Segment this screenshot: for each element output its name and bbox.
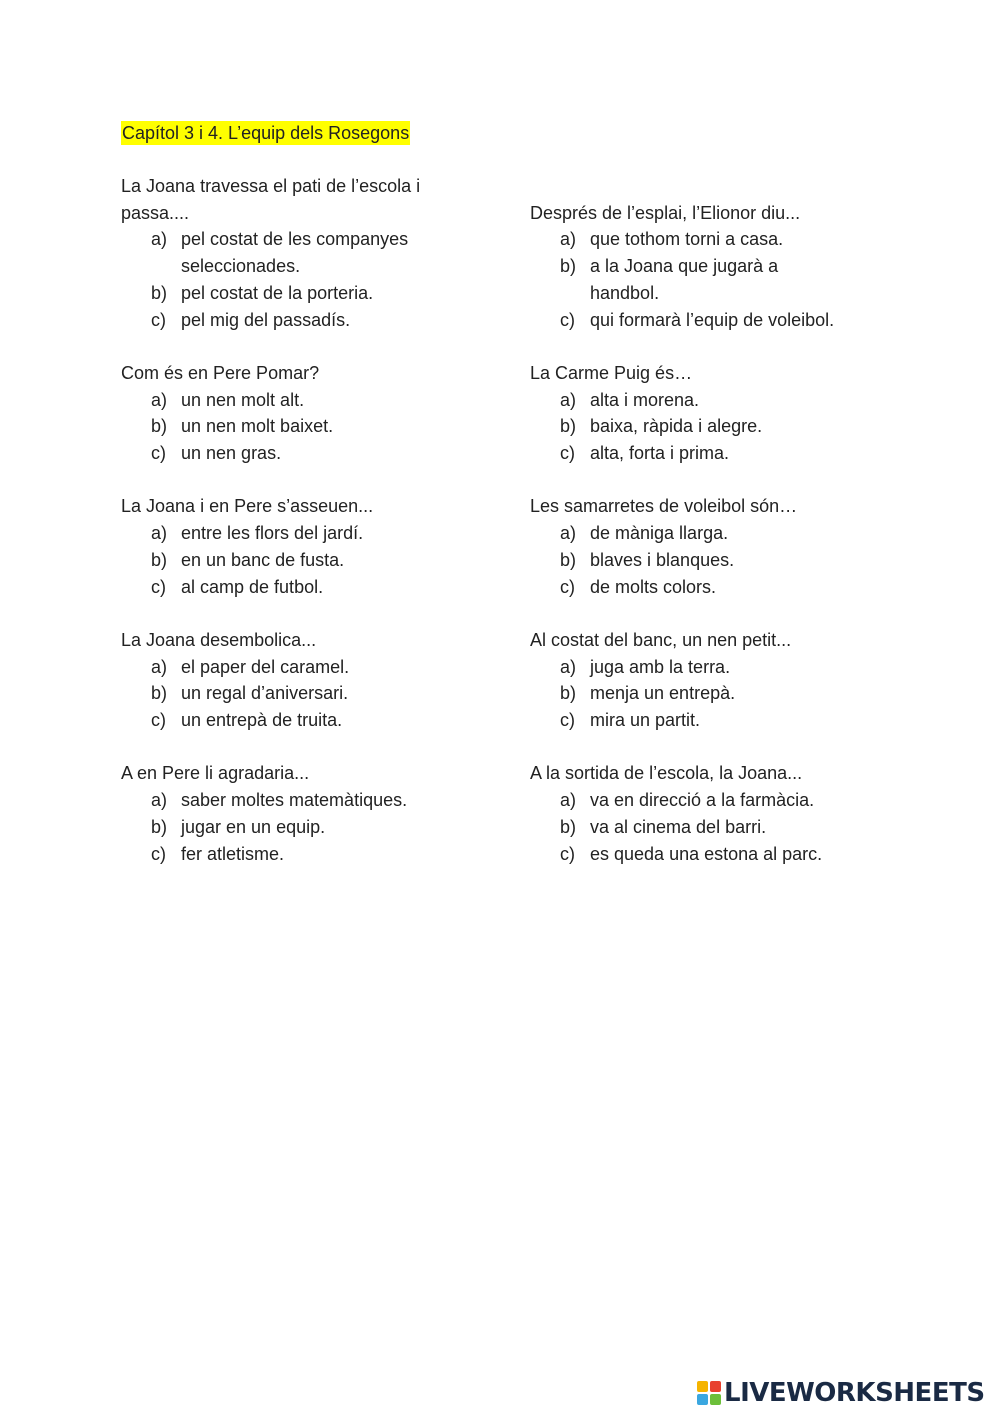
option-text: alta, forta i prima. [590,443,730,463]
option-text: qui formarà l’equip de voleibol. [590,309,835,330]
option-list [121,520,481,600]
question-text: Al costat del banc, un nen petit... [530,629,792,650]
option-item[interactable] [121,387,481,414]
option-letter: c) [560,843,575,864]
option-item[interactable] [530,440,890,467]
option-text: menja un entrepà. [590,683,736,704]
option-text: a la Joana que jugarà a handbol. [590,256,779,303]
option-text: de màniga llarga. [590,523,729,544]
option-letter: a) [560,229,577,250]
option-text: va al cinema del barri. [590,816,767,837]
option-list [530,520,890,600]
option-letter: a) [560,523,577,544]
option-letter: c) [560,443,575,463]
option-letter: a) [560,656,577,677]
option-item[interactable] [121,413,481,440]
option-text: que tothom torni a casa. [590,229,784,250]
question-text: La Joana desembolica... [121,629,317,650]
option-text: alta i morena. [590,389,700,410]
question-text: Després de l’esplai, l’Elionor diu... [530,202,801,223]
option-item[interactable] [121,787,481,814]
left-question-column [121,173,481,894]
option-letter: b) [151,549,168,570]
option-item[interactable] [121,307,481,334]
option-item[interactable] [530,226,890,253]
option-text: va en direcció a la farmàcia. [590,790,815,811]
option-item[interactable] [121,574,481,601]
option-text: un nen molt baixet. [181,416,334,437]
liveworksheets-logo [697,1378,985,1408]
option-item[interactable] [121,841,481,868]
option-item[interactable] [530,520,890,547]
question-block [121,760,481,867]
question-text: Les samarretes de voleibol són… [530,496,798,517]
option-item[interactable] [530,307,890,334]
question-block [530,200,890,334]
option-letter: c) [151,576,166,597]
option-text: blaves i blanques. [590,549,735,570]
option-text: pel costat de les companyes seleccionades. [181,229,409,277]
liveworksheets-brand-text: LIVEWORKSHEETS [724,1378,985,1408]
worksheet-title: Capítol 3 i 4. L’equip dels Rosegons [122,123,410,143]
option-item[interactable] [121,680,481,707]
option-letter: b) [151,683,168,704]
option-text: en un banc de fusta. [181,549,345,570]
option-letter: c) [560,309,575,330]
option-item[interactable] [530,680,890,707]
option-text: el paper del caramel. [181,656,350,677]
option-letter: c) [151,843,166,864]
option-list [121,654,481,734]
option-letter: a) [560,790,577,811]
option-text: saber moltes matemàtiques. [181,790,408,811]
question-block [121,173,481,333]
option-letter: b) [560,416,577,437]
option-list [530,787,890,867]
option-list [530,654,890,734]
option-item[interactable] [121,226,481,279]
option-letter: a) [151,656,168,677]
option-item[interactable] [121,440,481,467]
question-block [121,493,481,600]
option-letter: b) [560,549,577,570]
question-block [121,360,481,467]
option-letter: b) [151,416,168,437]
question-block [530,360,890,467]
option-list [121,387,481,467]
question-text: A en Pere li agradaria... [121,763,310,784]
option-text: juga amb la terra. [590,656,731,677]
option-letter: c) [560,710,575,730]
right-question-column [530,200,890,894]
option-item[interactable] [530,547,890,574]
question-block [530,493,890,600]
option-item[interactable] [530,814,890,841]
option-letter: b) [560,683,577,704]
option-item[interactable] [121,520,481,547]
option-list [530,387,890,467]
option-item[interactable] [121,654,481,681]
option-list [530,226,890,333]
option-text: entre les flors del jardí. [181,523,364,544]
option-letter: b) [151,282,168,303]
option-letter: b) [560,256,577,277]
option-letter: b) [151,816,168,837]
question-text: A la sortida de l’escola, la Joana... [530,763,803,784]
option-letter: a) [151,523,168,544]
option-letter: c) [151,309,166,330]
option-letter: a) [151,790,168,811]
option-text: de molts colors. [590,576,717,597]
liveworksheets-logo-icon [697,1381,721,1405]
option-item[interactable] [530,707,890,734]
option-item[interactable] [530,387,890,414]
option-item[interactable] [530,787,890,814]
option-text: mira un partit. [590,710,701,730]
option-text: un nen gras. [181,443,282,464]
option-text: un entrepà de truita. [181,710,343,731]
option-item[interactable] [530,654,890,681]
option-text: jugar en un equip. [181,816,326,837]
question-text: La Joana travessa el pati de l’escola i passa.... [121,176,421,223]
option-text: es queda una estona al parc. [590,843,823,864]
option-letter: c) [151,443,166,464]
option-text: baixa, ràpida i alegre. [590,416,763,437]
question-text: Com és en Pere Pomar? [121,362,320,383]
option-item[interactable] [121,280,481,307]
option-item[interactable] [530,574,890,601]
option-text: al camp de futbol. [181,576,324,597]
option-item[interactable] [530,413,890,440]
option-item[interactable] [530,841,890,868]
option-letter: c) [151,710,166,731]
option-letter: a) [560,389,577,410]
option-text: un nen molt alt. [181,389,305,410]
option-item[interactable] [121,814,481,841]
question-text: La Carme Puig és… [530,362,693,383]
option-letter: a) [151,229,168,250]
option-list [121,226,481,333]
option-text: fer atletisme. [181,843,285,864]
question-block [530,627,890,734]
option-letter: c) [560,576,575,597]
option-item[interactable] [530,253,890,306]
question-block [121,627,481,734]
option-text: un regal d’aniversari. [181,683,349,704]
option-letter: b) [560,816,577,837]
option-letter: a) [151,389,168,410]
option-list [121,787,481,867]
option-item[interactable] [121,547,481,574]
option-item[interactable] [121,707,481,734]
option-text: pel costat de la porteria. [181,282,374,303]
question-text: La Joana i en Pere s’asseuen... [121,496,374,517]
question-block [530,760,890,867]
option-text: pel mig del passadís. [181,309,351,330]
